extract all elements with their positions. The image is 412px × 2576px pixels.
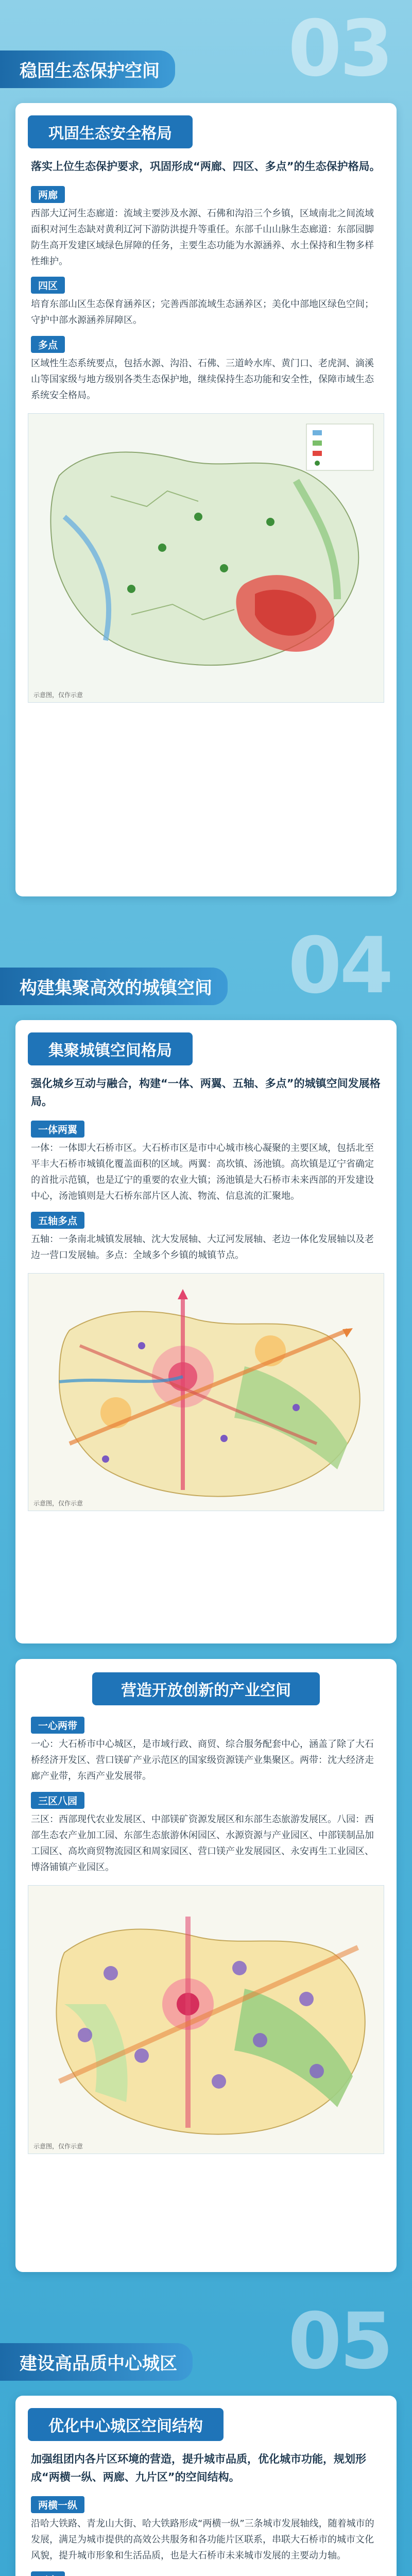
block-tag: 四区: [31, 277, 65, 294]
card-heading: 优化中心城区空间结构: [28, 2408, 224, 2441]
card-heading: 营造开放创新的产业空间: [92, 1672, 320, 1705]
card-industrial-space: [15, 1659, 397, 2272]
section-title: 构建集聚高效的城镇空间: [0, 968, 228, 1005]
block-tag: 一体两翼: [31, 1121, 84, 1138]
block-text: 五轴：一条南北城镇发展轴、沈大发展轴、大辽河发展轴、老边一体化发展轴以及老边一营口发展轴。多点：全域多个乡镇的城镇节点。: [31, 1234, 374, 1261]
section-03-banner: [0, 4, 412, 94]
section-title: 建设高品质中心城区: [0, 2343, 193, 2381]
block-text: 一心：大石桥市中心城区，是市域行政、商贸、综合服务配套中心，涵盖了除了大石桥经济开发区、营口镁矿产业示范区的国家级资源镁产业集聚区。两带：沈大经济走廊产业带，东西产业发展带。: [31, 1739, 374, 1782]
block-tag: [31, 2571, 65, 2576]
block-text: 三区：西部现代农业发展区、中部镁矿资源发展区和东部生态旅游发展区。八园：西部生态农产业加工园、东部生态旅游休闲园区、水源资源与产业园区、中部镁制品加工园区、高坎商贸物流园区和周家园区、营口镁产业发展园区、永安再生工业园区、博洛铺镇产业园区。: [31, 1814, 374, 1873]
card-urban-layout: [15, 1020, 397, 1643]
section-04-banner: [0, 921, 412, 1011]
map-note: 示意图，仅作示意: [33, 1500, 83, 1507]
industrial-map-graphic: [28, 1886, 384, 2154]
block-text: 西部大辽河生态廊道：流域主要涉及水源、石佛和沟沿三个乡镇，区域南北之间流域面积对河生态缺对黄利辽河下游防洪提升等重任。东部千山山脉生态廊道：东部园脚防生高开发建区域绿色屏障的任务，主要生态功能为水源涵养、水土保持和生物多样性维护。: [31, 208, 374, 267]
map-note: 示意图，仅作示意: [33, 691, 83, 699]
block-tag: 三区八园: [31, 1792, 84, 1809]
ecological-map: [28, 413, 384, 703]
map-note: 示意图，仅作示意: [33, 2142, 83, 2150]
block-tag: 一心两带: [31, 1717, 84, 1734]
section-number: 03: [288, 4, 391, 94]
block-tag: 两廊: [31, 186, 65, 203]
ecological-map-graphic: [28, 414, 384, 702]
block-tag: 多点: [31, 336, 65, 353]
block-text: 一体：一体即大石桥市区。大石桥市区是市中心城市核心凝聚的主要区域，包括北至平丰大石桥市城镇化覆盖面积的区域。两翼：高坎镇、汤池镇。高坎镇是辽宁省确定的首批示范镇，也是辽宁的重要的农业大镇；汤池镇是大石桥市未来西部的开发建设中心，汤池镇则是大石桥东部片区人流、物流、信息流的汇聚地。: [31, 1143, 374, 1202]
section-number: 05: [288, 2297, 391, 2386]
card-heading: 集聚城镇空间格局: [28, 1032, 193, 1065]
section-number: 04: [288, 921, 391, 1011]
card-lead: 加强组团内各片区环境的营造，提升城市品质，优化城市功能，规划形成“两横一纵、两廊、九片区”的空间结构。: [31, 2453, 366, 2483]
section-05-banner: [0, 2297, 412, 2386]
block-tag: 五轴多点: [31, 1212, 84, 1229]
card-heading: 巩固生态安全格局: [28, 115, 193, 148]
card-lead: 落实上位生态保护要求，巩固形成“两廊、四区、多点”的生态保护格局。: [31, 160, 381, 173]
card-central-city: [15, 2396, 397, 2576]
card-lead: 强化城乡互动与融合，构建“一体、两翼、五轴、多点”的城镇空间发展格局。: [31, 1077, 381, 1108]
block-text: 培育东部山区生态保育涵养区；完善西部流域生态涵养区；美化中部地区绿色空间；守护中部水源涵养屏障区。: [31, 299, 374, 326]
industrial-map: [28, 1885, 384, 2154]
block-text: 沿哈大铁路、青龙山大街、哈大铁路形成“两横一纵”三条城市发展轴线，随着城市的发展，满足为城市提供的高效公共服务和各功能片区联系，串联大石桥市的城市文化风貌，提升城市形象和生活品质，也是大石桥市未来城市发展的主要动力轴。: [31, 2518, 374, 2562]
block-text: 区域性生态系统要点，包括水源、沟沿、石佛、三道岭水库、黄门口、老虎洞、滴溪山等国家级与地方级别各类生态保护地，继续保持生态功能和安全性，保障市域生态系统安全格局。: [31, 358, 374, 401]
block-tag: 两横一纵: [31, 2496, 84, 2513]
urban-layout-map: [28, 1273, 384, 1511]
urban-layout-map-graphic: [28, 1274, 384, 1511]
card-ecological-security: [15, 103, 397, 896]
section-title: 稳固生态保护空间: [0, 50, 175, 88]
